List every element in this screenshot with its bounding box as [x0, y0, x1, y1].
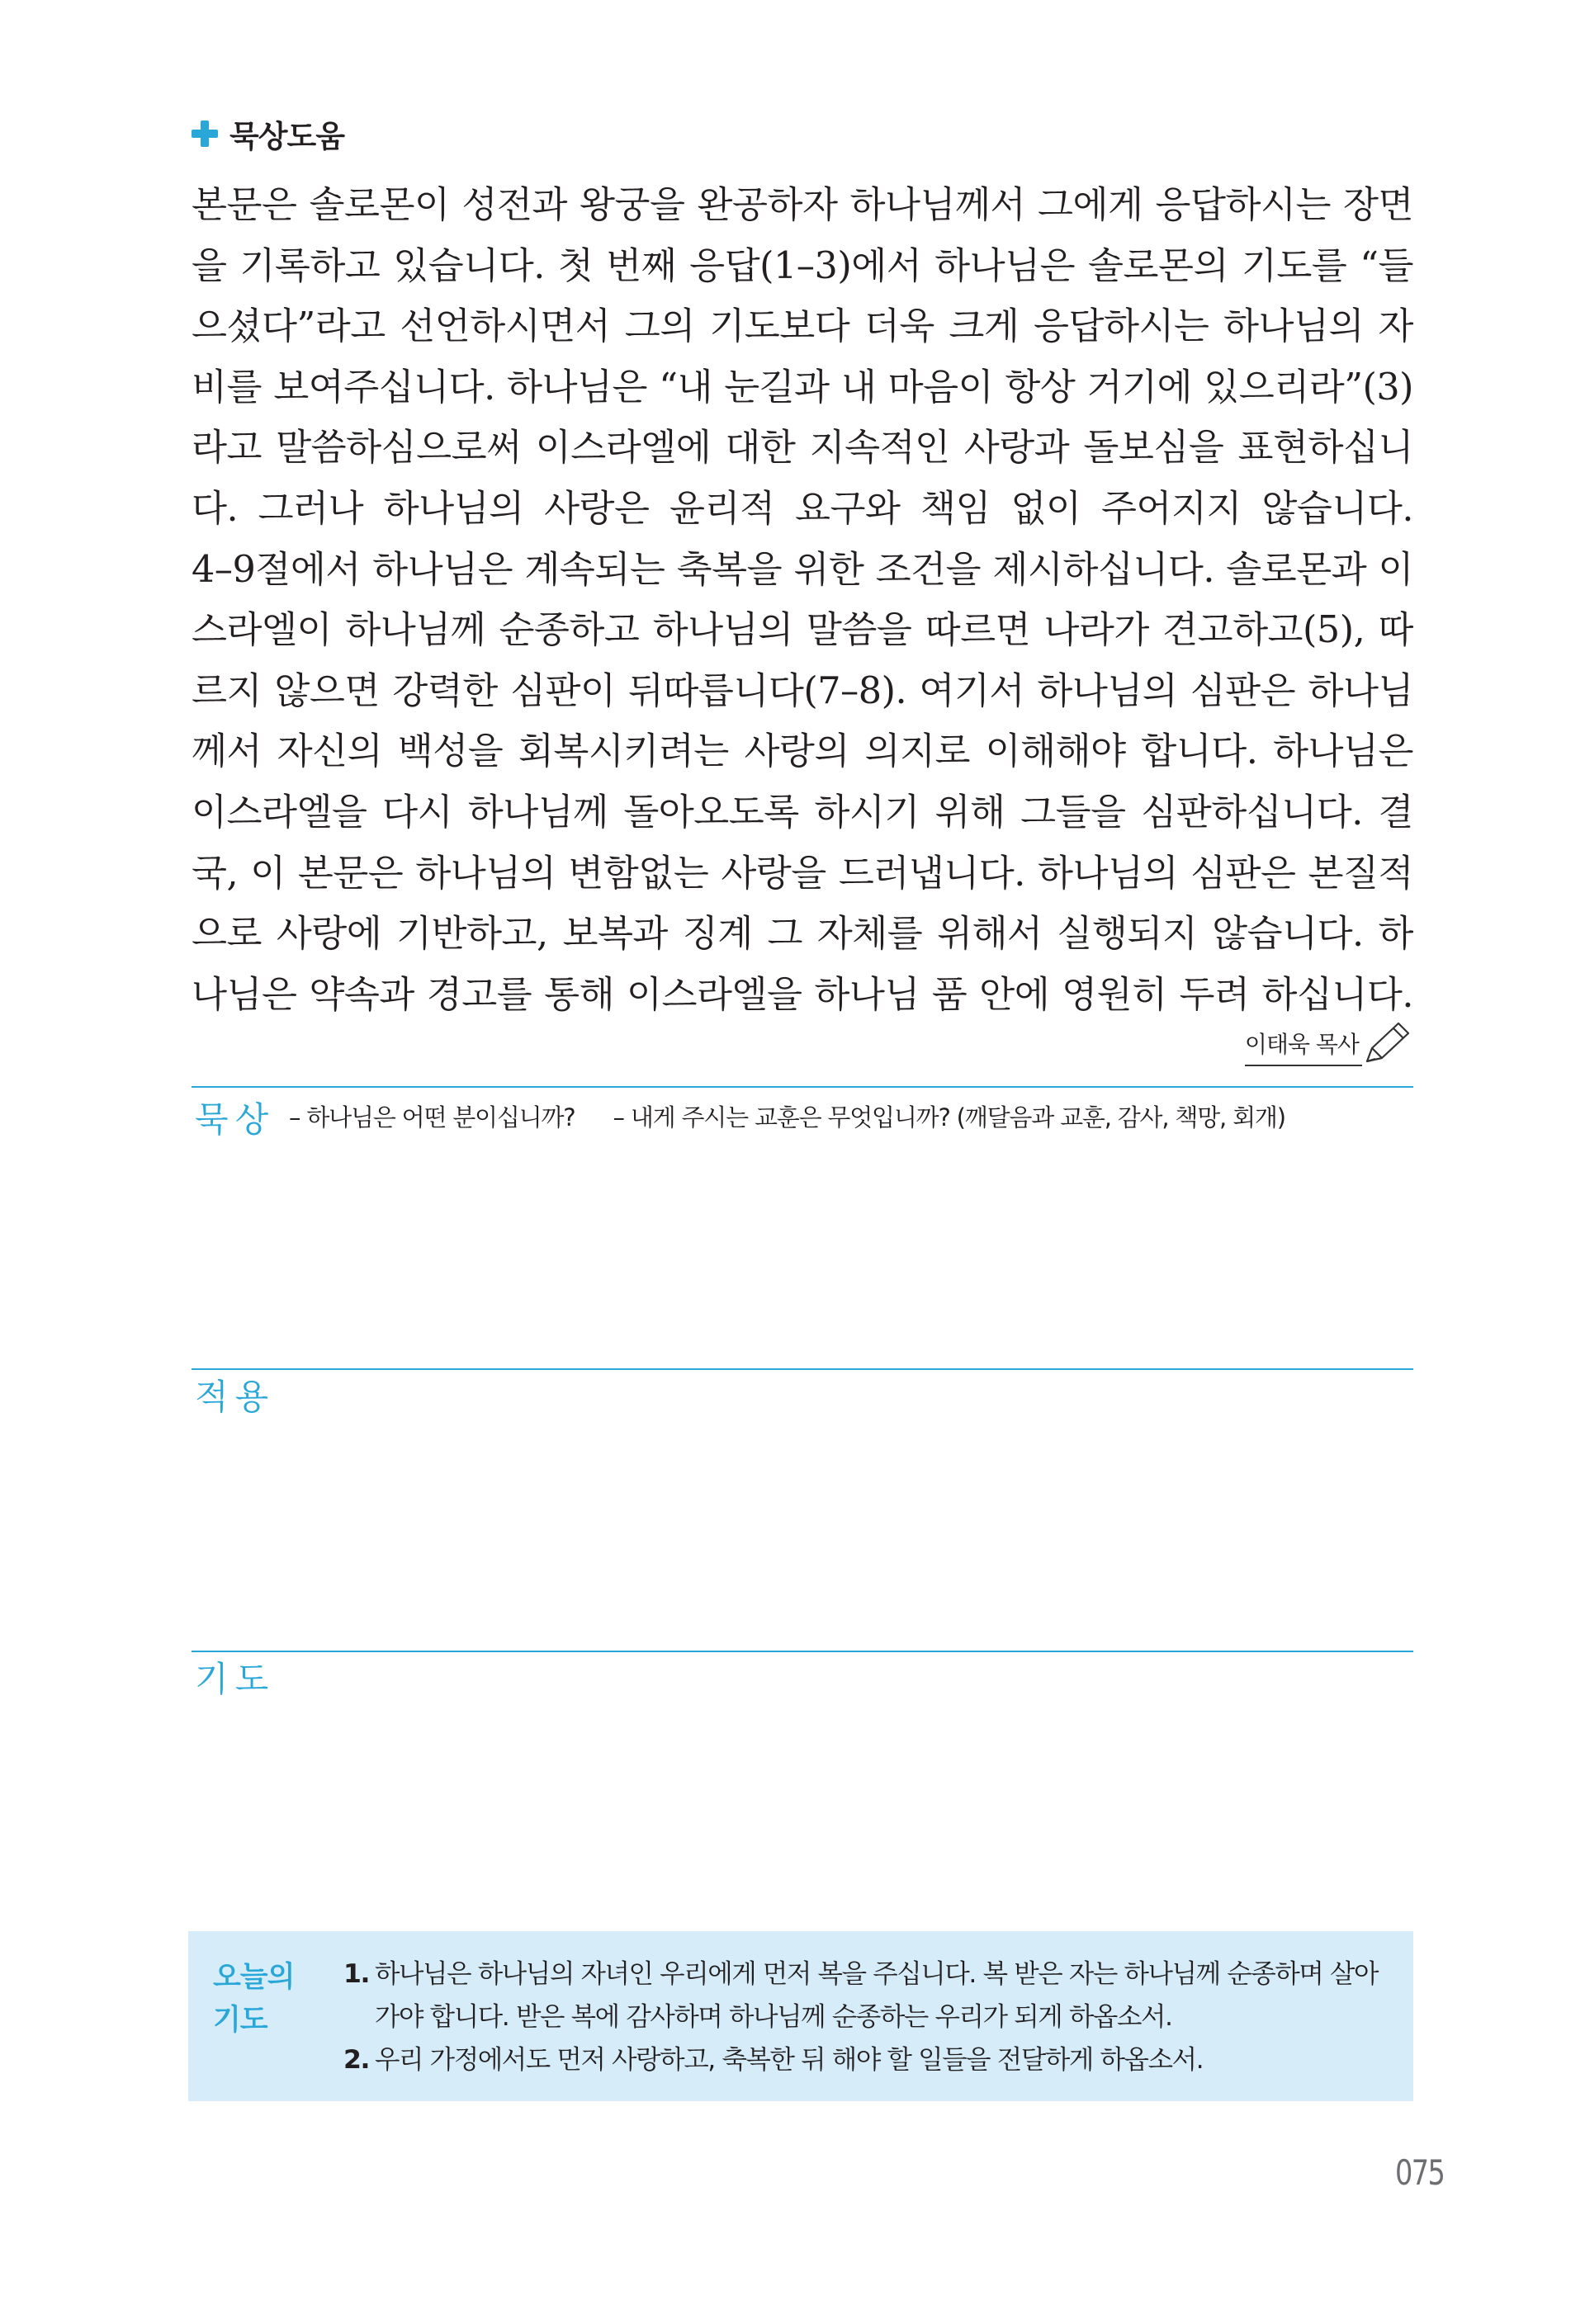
- prayer-item: [343, 2038, 1392, 2081]
- todays-prayer-label-line: 오늘의: [213, 1961, 295, 1994]
- body-line: 국, 이 본문은 하나님의 변함없는 사랑을 드러냅니다. 하나님의 심판은 본질적: [192, 852, 1413, 895]
- author-name: 이태욱 목사: [1245, 1027, 1362, 1066]
- todays-prayer-label: [213, 1956, 312, 2042]
- prayer-item-text: 하나님은 하나님의 자녀인 우리에게 먼저 복을 주십니다. 복 받은 자는 하나님께 순종하며 살아가야 합니다. 받은 복에 감사하며 하나님께 순종하는 우리가 되게 하옵소서.: [375, 1959, 1379, 2032]
- body-line: 라고 말씀하심으로써 이스라엘에 대한 지속적인 사랑과 돌보심을 표현하십니: [192, 427, 1413, 470]
- body-line: 본문은 솔로몬이 성전과 왕궁을 완공하자 하나님께서 그에게 응답하시는 장면: [192, 184, 1413, 226]
- body-line: 4–9절에서 하나님은 계속되는 축복을 위한 조건을 제시하십니다. 솔로몬과 이: [192, 548, 1413, 591]
- meditation-prompts: [289, 1099, 1285, 1133]
- meditation-prompt: – 내게 주시는 교훈은 무엇입니까? (깨달음과 교훈, 감사, 책망, 회개): [613, 1103, 1285, 1131]
- meditation-label: 묵상: [195, 1099, 276, 1140]
- prayer-item-number: 1.: [343, 1959, 370, 1989]
- body-line: 나님은 약속과 경고를 통해 이스라엘을 하나님 품 안에 영원히 두려 하십니다.: [192, 973, 1413, 1016]
- prayer-label: 기도: [195, 1659, 276, 1699]
- page-number: 075: [1395, 2152, 1445, 2193]
- body-line: 으로 사랑에 기반하고, 보복과 징계 그 자체를 위해서 실행되지 않습니다. 하: [192, 913, 1413, 956]
- prayer-item-text: 우리 가정에서도 먼저 사랑하고, 축복한 뒤 해야 할 일들을 전달하게 하옵소서.: [375, 2045, 1204, 2075]
- section-heading: [192, 112, 344, 155]
- body-line: 비를 보여주십니다. 하나님은 “내 눈길과 내 마음이 항상 거기에 있으리라”(3): [192, 366, 1413, 409]
- application-rule: [192, 1368, 1413, 1370]
- body-line: 이스라엘을 다시 하나님께 돌아오도록 하시기 위해 그들을 심판하십니다. 결: [192, 791, 1413, 834]
- meditation-rule: [192, 1086, 1413, 1088]
- prayer-rule: [192, 1651, 1413, 1652]
- commentary-body: [192, 175, 1413, 1025]
- body-line: 께서 자신의 백성을 회복시키려는 사랑의 의지로 이해해야 합니다. 하나님은: [192, 730, 1413, 773]
- prayer-item: [343, 1953, 1392, 2038]
- application-label: 적용: [195, 1377, 276, 1417]
- body-line: 을 기록하고 있습니다. 첫 번째 응답(1–3)에서 하나님은 솔로몬의 기도를 “들: [192, 244, 1413, 287]
- author-signature: [1073, 1017, 1413, 1066]
- body-line: 르지 않으면 강력한 심판이 뒤따릅니다(7–8). 여기서 하나님의 심판은 하나님: [192, 669, 1413, 712]
- body-line: 다. 그러나 하나님의 사랑은 윤리적 요구와 책임 없이 주어지지 않습니다.: [192, 487, 1413, 530]
- body-line: 스라엘이 하나님께 순종하고 하나님의 말씀을 따르면 나라가 견고하고(5), 따: [192, 609, 1413, 652]
- body-line: 으셨다”라고 선언하시면서 그의 기도보다 더욱 크게 응답하시는 하나님의 자: [192, 305, 1413, 348]
- heading-title: 묵상도움: [229, 119, 344, 154]
- meditation-prompt: – 하나님은 어떤 분이십니까?: [289, 1103, 575, 1131]
- pencil-icon: [1360, 1018, 1413, 1066]
- todays-prayer-label-line: 기도: [213, 2004, 267, 2037]
- todays-prayer-list: [343, 1953, 1392, 2081]
- todays-prayer-box: [188, 1931, 1413, 2101]
- plus-icon: [192, 120, 218, 147]
- prayer-item-number: 2.: [343, 2045, 370, 2075]
